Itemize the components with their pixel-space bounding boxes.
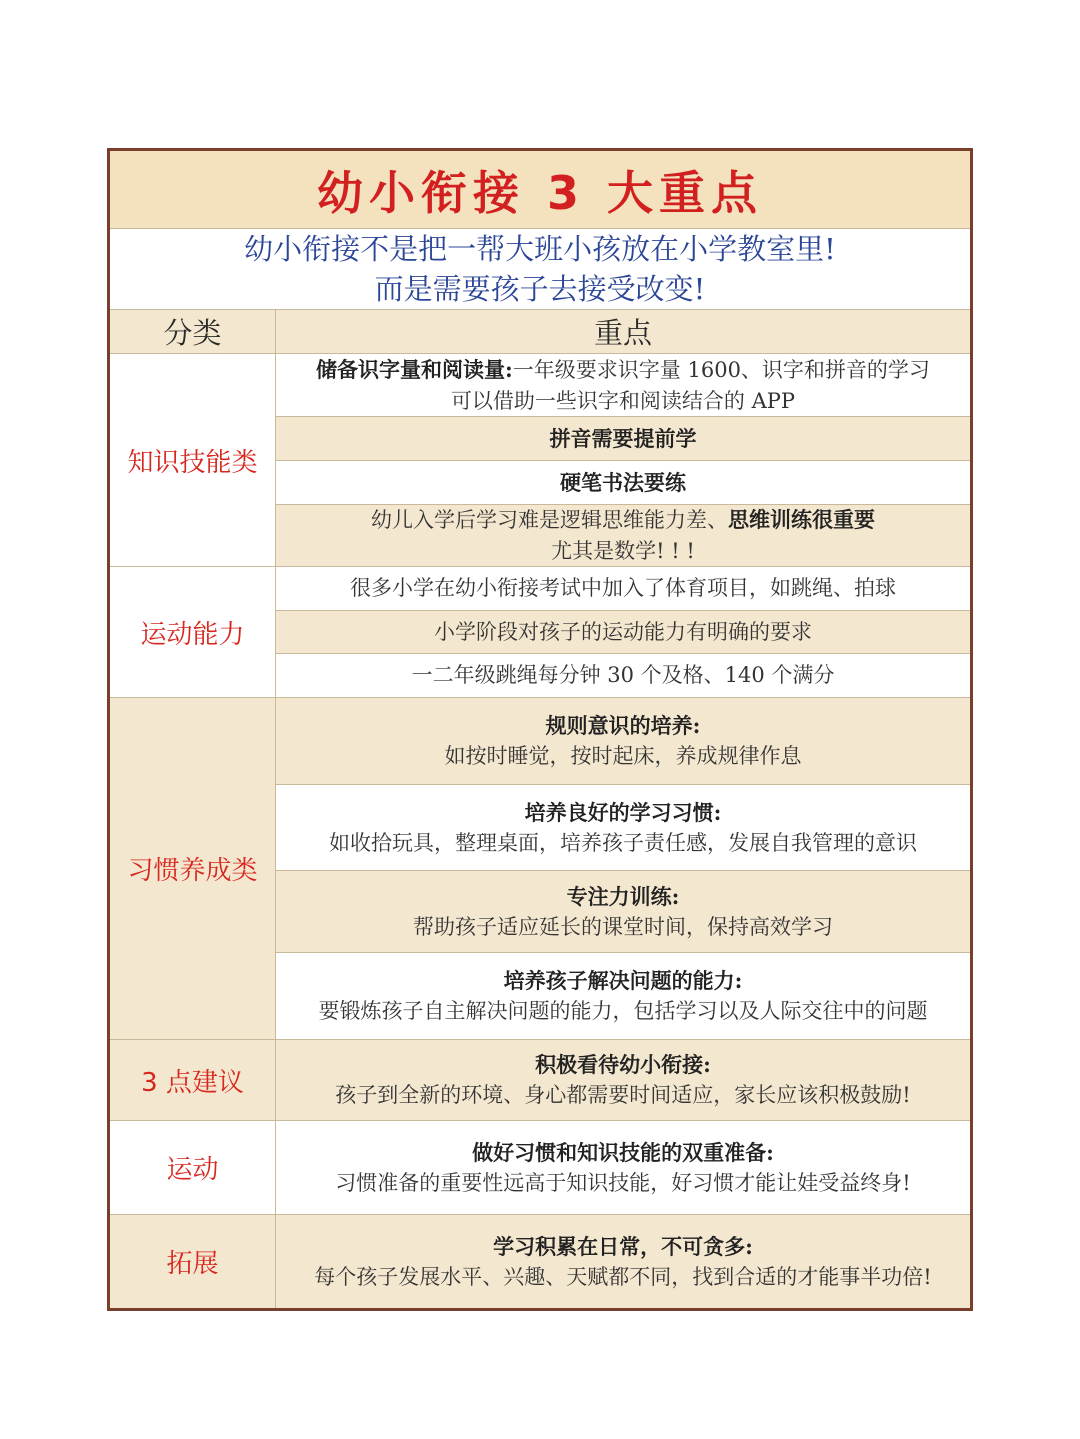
row-habits-4	[276, 953, 970, 1040]
page-title: 幼小衔接 3 大重点	[110, 151, 970, 229]
row-advice-1-bold: 积极看待幼小衔接:	[535, 1052, 711, 1077]
row-knowledge-1-text: 一年级要求识字量 1600、识字和拼音的学习	[512, 357, 930, 382]
row-habits-2-bold: 培养良好的学习习惯:	[524, 799, 722, 825]
row-expand-1	[276, 1215, 970, 1308]
key-points-table	[107, 148, 973, 1311]
row-habits-3-text: 帮助孩子适应延长的课堂时间，保持高效学习	[413, 914, 833, 939]
row-habits-3	[276, 871, 970, 953]
row-habits-4-bold: 培养孩子解决问题的能力:	[503, 968, 743, 993]
subtitle-line-2: 而是需要孩子去接受改变!	[374, 272, 706, 306]
category-habits: 习惯养成类	[110, 698, 275, 1040]
row-habits-1	[276, 698, 970, 785]
row-knowledge-4-bold: 思维训练很重要	[728, 507, 875, 532]
row-exercise-1-text: 习惯准备的重要性远高于知识技能，好习惯才能让娃受益终身!	[335, 1170, 911, 1195]
category-advice: 3 点建议	[110, 1040, 275, 1121]
row-habits-3-bold: 专注力训练:	[566, 883, 680, 909]
row-sports-2: 小学阶段对孩子的运动能力有明确的要求	[276, 611, 970, 654]
row-knowledge-1-line-1	[316, 354, 930, 386]
row-knowledge-4-text: 幼儿入学后学习难是逻辑思维能力差、	[371, 508, 728, 532]
row-expand-1-bold: 学习积累在日常，不可贪多:	[493, 1233, 753, 1259]
row-knowledge-4-line-1	[371, 504, 875, 536]
subtitle-line-1: 幼小衔接不是把一帮大班小孩放在小学教室里!	[244, 232, 836, 266]
category-sports: 运动能力	[110, 567, 275, 698]
row-habits-1-text: 如按时睡觉，按时起床，养成规律作息	[444, 744, 802, 768]
category-expand: 拓展	[110, 1215, 275, 1308]
row-knowledge-1-bold: 储备识字量和阅读量:	[316, 356, 513, 382]
row-knowledge-1-line-2: 可以借助一些识字和阅读结合的 APP	[450, 388, 796, 413]
row-knowledge-2: 拼音需要提前学	[276, 417, 970, 461]
header-category: 分类	[110, 310, 275, 354]
row-habits-1-bold: 规则意识的培养:	[545, 713, 701, 738]
row-expand-1-text: 每个孩子发展水平、兴趣、天赋都不同，找到合适的才能事半功倍!	[314, 1264, 932, 1289]
header-key-points: 重点	[276, 310, 970, 354]
row-advice-1	[276, 1040, 970, 1121]
row-exercise-1	[276, 1121, 970, 1215]
category-exercise: 运动	[110, 1121, 275, 1215]
row-habits-2	[276, 785, 970, 871]
row-sports-1: 很多小学在幼小衔接考试中加入了体育项目，如跳绳、拍球	[276, 567, 970, 611]
row-knowledge-1	[276, 354, 970, 417]
row-habits-2-text: 如收拾玩具，整理桌面，培养孩子责任感，发展自我管理的意识	[329, 830, 917, 855]
category-knowledge: 知识技能类	[110, 354, 275, 567]
subtitle	[110, 229, 970, 310]
row-knowledge-3: 硬笔书法要练	[276, 461, 970, 505]
row-habits-4-text: 要锻炼孩子自主解决问题的能力，包括学习以及人际交往中的问题	[318, 999, 928, 1023]
row-sports-3: 一二年级跳绳每分钟 30 个及格、140 个满分	[276, 654, 970, 698]
row-knowledge-4-line-2: 尤其是数学! ! !	[551, 539, 695, 563]
row-exercise-1-bold: 做好习惯和知识技能的双重准备:	[472, 1139, 774, 1165]
row-knowledge-4	[276, 505, 970, 567]
row-advice-1-text: 孩子到全新的环境、身心都需要时间适应，家长应该积极鼓励!	[335, 1083, 911, 1107]
